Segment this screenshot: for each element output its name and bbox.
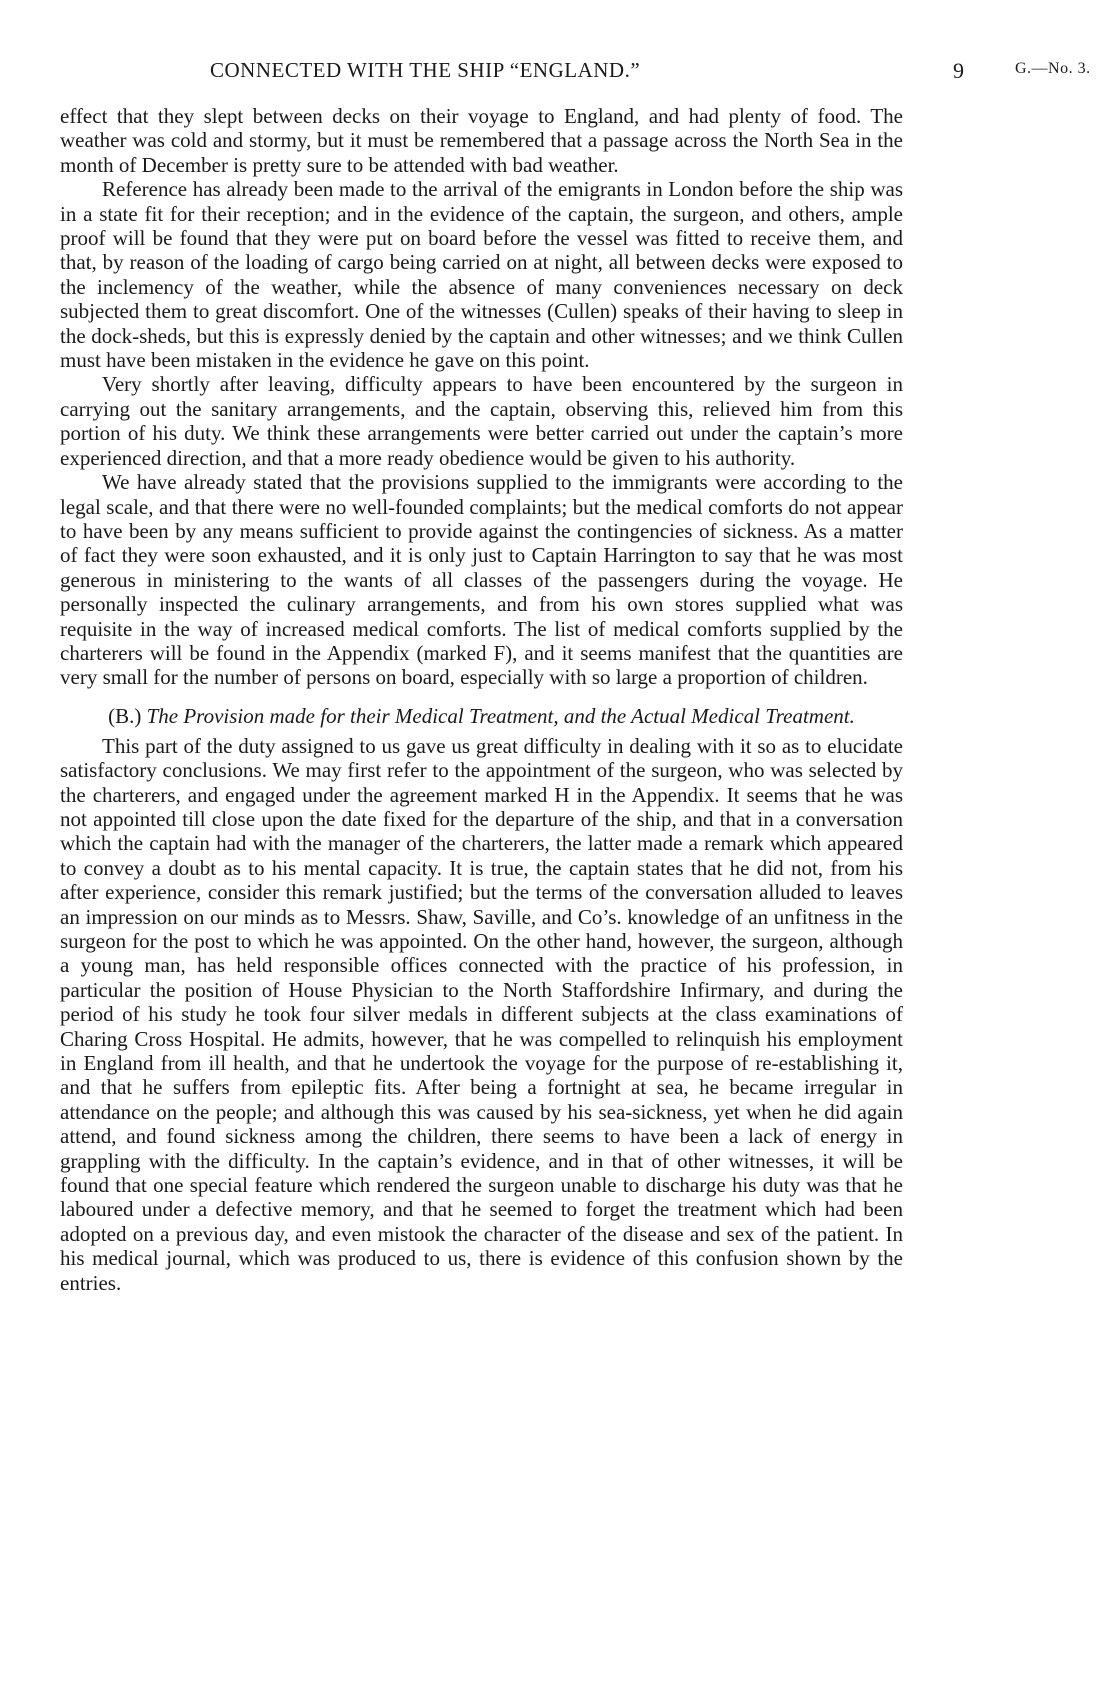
running-title: CONNECTED WITH THE SHIP “ENGLAND.”: [210, 58, 641, 82]
section-title: The Provision made for their Medical Treatment, and the Actual Medical Treatment.: [146, 703, 855, 728]
page-number: 9: [953, 58, 965, 83]
page-header: [60, 58, 1100, 90]
paper-reference: G.—No. 3.: [1015, 60, 1091, 77]
paragraph-arrival-london: Reference has already been made to the arrival of the emigrants in London before the ship was in a state fit for their reception; and in the evidence of the captain, the surgeon, and others, ample proof will be found that they were put on board before the vessel was fitted to receive them, and that, by reason of the loading of cargo being carried on at night, all between decks were exposed to the inclemency of the weather, while the absence of many conveniences necessary on deck subjected them to great discomfort. One of the witnesses (Cullen) speaks of their having to sleep in the dock-sheds, but this is expressly denied by the captain and other witnesses; and we think Cullen must have been mistaken in the evidence he gave on this point.: [60, 177, 903, 373]
paragraph-surgeon-appointment: This part of the duty assigned to us gave us great difficulty in dealing with it so as to elucidate satisfactory conclusions. We may first refer to the appointment of the surgeon, who was selected by the charterers, and engaged under the agreement marked H in the Appendix. It seems that he was not appointed till close upon the date fixed for the departure of the ship, and that in a conversation which the captain had with the manager of the charterers, the latter made a remark which appeared to convey a doubt as to his mental capacity. It is true, the captain states that he did not, from his after experience, consider this remark justified; but the terms of the conversation alluded to leaves an impression on our minds as to Messrs. Shaw, Saville, and Co’s. knowledge of an unfitness in the surgeon for the post to which he was appointed. On the other hand, however, the surgeon, although a young man, has held responsible offices connected with the practice of his profession, in particular the position of House Physician to the North Staffordshire Infirmary, and during the period of his study he took four silver medals in different subjects at the class examinations of Charing Cross Hospital. He admits, however, that he was compelled to relinquish his employment in England from ill health, and that he undertook the voyage for the purpose of re-establishing it, and that he suffers from epileptic fits. After being a fortnight at sea, he became irregular in attendance on the people; and although this was caused by his sea-sickness, yet when he did again attend, and found sickness among the children, there seems to have been a lack of energy in grappling with the difficulty. In the captain’s evidence, and in that of other witnesses, it will be found that one special feature which rendered the surgeon unable to discharge his duty was that he laboured under a defective memory, and that he seemed to forget the treatment which had been adopted on a previous day, and even mistook the character of the disease and sex of the patient. In his medical journal, which was produced to us, there is evidence of this confusion shown by the entries.: [60, 733, 903, 1295]
paragraph-medical-comforts: We have already stated that the provisions supplied to the immigrants were according to the legal scale, and that there were no well-founded complaints; but the medical comforts do not appear to have been by any means sufficient to provide against the contingencies of sickness. As a matter of fact they were soon exhausted, and it is only just to Captain Harrington to say that he was most generous in ministering to the wants of all classes of the passengers during the voyage. He personally inspected the culinary arrangements, and from his own stores supplied what was requisite in the way of increased medical comforts. The list of medical comforts supplied by the charterers will be found in the Appendix (marked F), and it seems manifest that the quantities are very small for the number of persons on board, especially with so large a proportion of children.: [60, 470, 903, 690]
paragraph-continued: effect that they slept between decks on their voyage to England, and had plenty of food. The weather was cold and stormy, but it must be remembered that a passage across the North Sea in the month of December is pretty sure to be attended with bad weather.: [60, 104, 903, 177]
body-text: [60, 104, 903, 1295]
section-marker: (B.): [108, 703, 142, 728]
paragraph-sanitary-arrangements: Very shortly after leaving, difficulty appears to have been encountered by the surgeon in carrying out the sanitary arrangements, and the captain, observing this, relieved him from this portion of his duty. We think these arrangements were better carried out under the captain’s more experienced direction, and that a more ready obedience would be given to his authority.: [60, 372, 903, 470]
section-heading-b: [60, 704, 903, 728]
